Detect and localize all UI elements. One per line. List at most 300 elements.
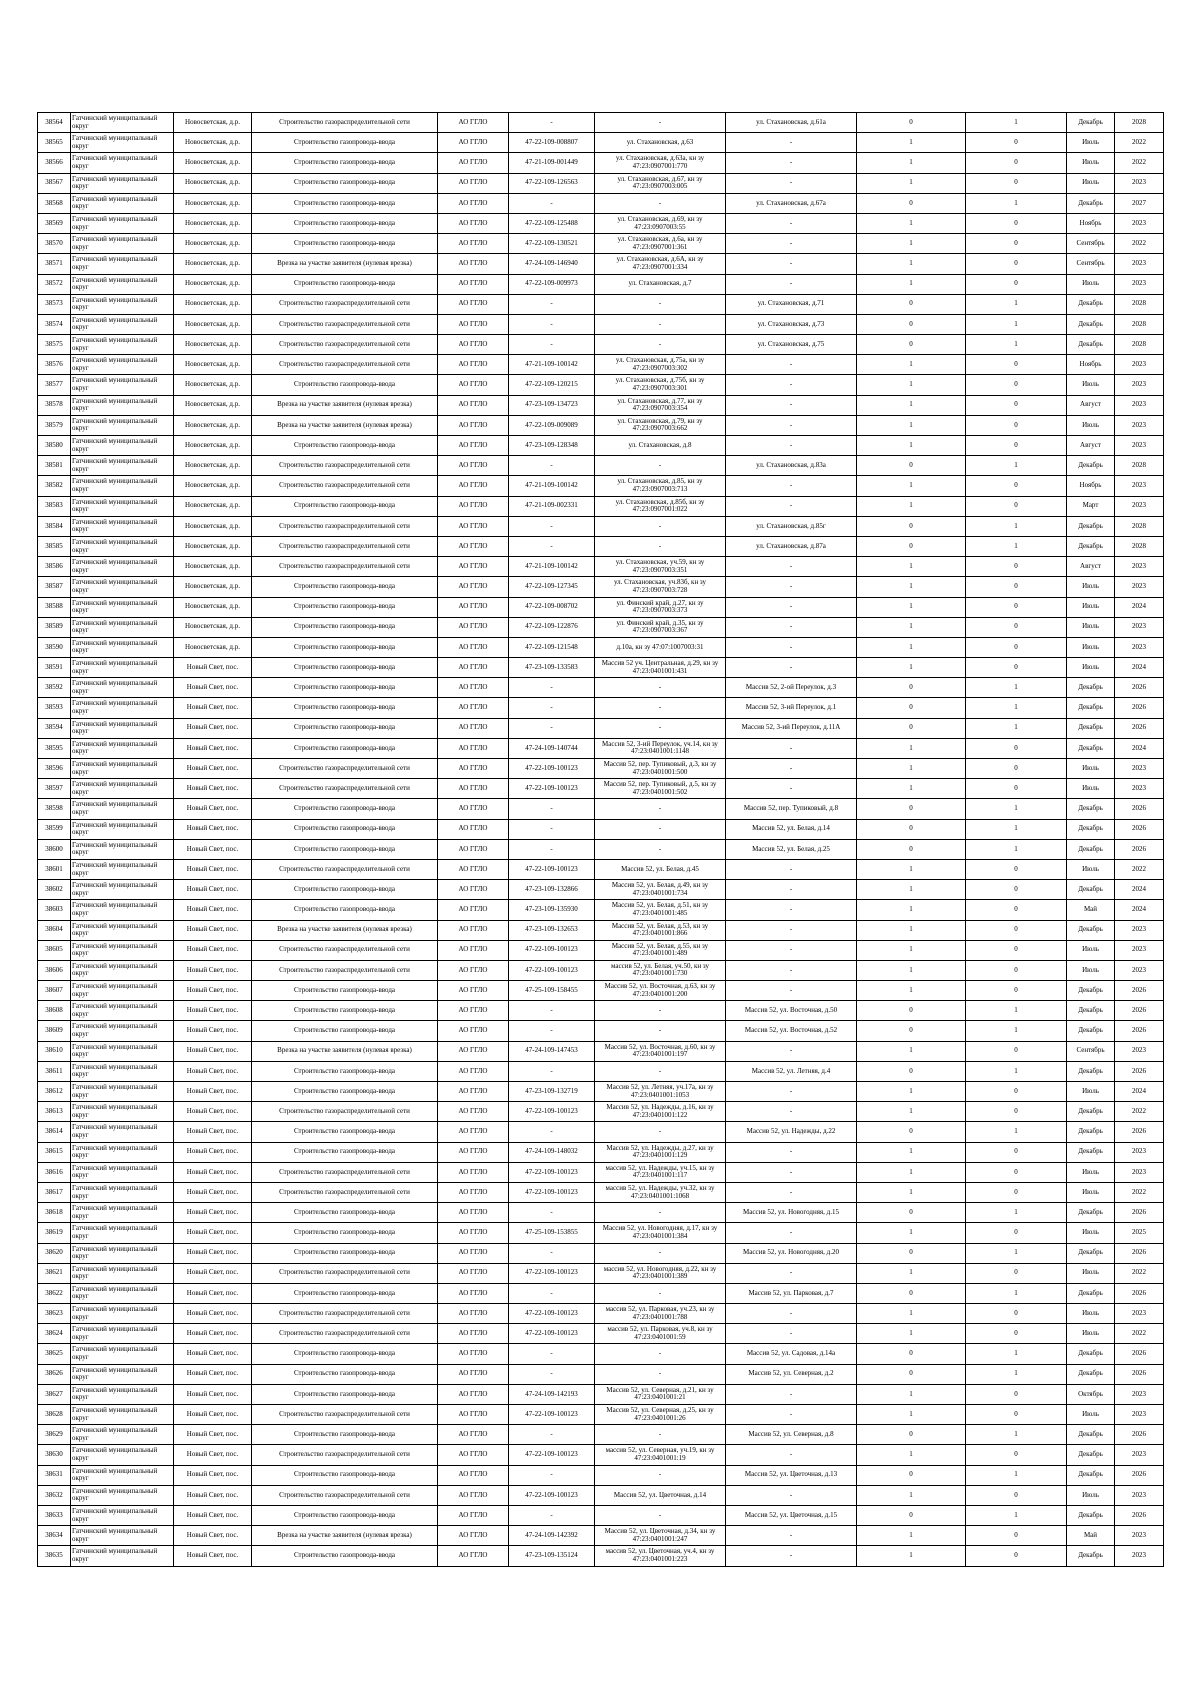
cell-district: Гатчинский муниципальный округ: [71, 1182, 174, 1202]
cell-address-contracted: -: [595, 1465, 726, 1485]
cell-district: Гатчинский муниципальный округ: [71, 1283, 174, 1303]
cell-count-contracted: 0: [857, 718, 966, 738]
cell-year: 2023: [1115, 355, 1164, 375]
cell-organization: АО ГГЛО: [438, 759, 509, 779]
cell-count-contracted: 0: [857, 113, 966, 133]
cell-contract-number: 47-24-109-147453: [509, 1041, 595, 1061]
cell-row-number: 38620: [38, 1243, 71, 1263]
cell-organization: АО ГГЛО: [438, 859, 509, 879]
cell-count-planned: 1: [966, 1344, 1067, 1364]
cell-count-planned: 1: [966, 314, 1067, 334]
cell-address-contracted: ул. Стахановская, д.85, кн зу 47:23:0907003:713: [595, 476, 726, 496]
cell-month: Декабрь: [1067, 738, 1115, 758]
cell-year: 2023: [1115, 577, 1164, 597]
cell-organization: АО ГГЛО: [438, 819, 509, 839]
cell-organization: АО ГГЛО: [438, 173, 509, 193]
cell-year: 2026: [1115, 1061, 1164, 1081]
cell-count-contracted: 1: [857, 436, 966, 456]
cell-work-type: Строительство газораспределительной сети: [252, 940, 438, 960]
table-row: [38, 1041, 1164, 1061]
cell-contract-number: 47-22-109-125488: [509, 213, 595, 233]
cell-count-contracted: 0: [857, 1001, 966, 1021]
cell-work-type: Строительство газораспределительной сети: [252, 1182, 438, 1202]
cell-organization: АО ГГЛО: [438, 597, 509, 617]
cell-year: 2026: [1115, 1021, 1164, 1041]
cell-count-contracted: 1: [857, 981, 966, 1001]
table-row: [38, 759, 1164, 779]
cell-contract-number: -: [509, 1364, 595, 1384]
cell-month: Декабрь: [1067, 1142, 1115, 1162]
cell-settlement: Новый Свет, пос.: [174, 1041, 252, 1061]
cell-district: Гатчинский муниципальный округ: [71, 738, 174, 758]
cell-count-contracted: 1: [857, 254, 966, 274]
cell-settlement: Новый Свет, пос.: [174, 1283, 252, 1303]
cell-address-planned: ул. Стахановская, д.85г: [726, 516, 857, 536]
cell-year: 2028: [1115, 294, 1164, 314]
cell-year: 2022: [1115, 153, 1164, 173]
cell-address-contracted: Массив 52, пер. Тупиковый, д.3, кн зу 47:23:0401001:500: [595, 759, 726, 779]
cell-month: Декабрь: [1067, 678, 1115, 698]
cell-work-type: Строительство газопровода-ввода: [252, 718, 438, 738]
cell-district: Гатчинский муниципальный округ: [71, 577, 174, 597]
table-row: [38, 1162, 1164, 1182]
cell-organization: АО ГГЛО: [438, 193, 509, 213]
cell-count-contracted: 1: [857, 274, 966, 294]
table-row: [38, 1546, 1164, 1566]
cell-count-contracted: 0: [857, 1203, 966, 1223]
cell-row-number: 38632: [38, 1485, 71, 1505]
cell-row-number: 38574: [38, 314, 71, 334]
cell-year: 2023: [1115, 436, 1164, 456]
cell-month: Июль: [1067, 1485, 1115, 1505]
cell-month: Декабрь: [1067, 819, 1115, 839]
cell-address-contracted: Массив 52, ул. Белая, д.49, кн зу 47:23:0401001:734: [595, 880, 726, 900]
cell-count-contracted: 0: [857, 698, 966, 718]
cell-settlement: Новый Свет, пос.: [174, 1304, 252, 1324]
cell-count-contracted: 1: [857, 234, 966, 254]
cell-row-number: 38582: [38, 476, 71, 496]
cell-count-planned: 0: [966, 173, 1067, 193]
cell-count-contracted: 0: [857, 536, 966, 556]
table-row: [38, 597, 1164, 617]
cell-work-type: Строительство газораспределительной сети: [252, 779, 438, 799]
cell-settlement: Новый Свет, пос.: [174, 960, 252, 980]
cell-row-number: 38626: [38, 1364, 71, 1384]
cell-work-type: Строительство газораспределительной сети: [252, 1102, 438, 1122]
cell-work-type: Строительство газораспределительной сети: [252, 759, 438, 779]
cell-address-contracted: Массив 52, ул. Северная, д.25, кн зу 47:23:0401001:26: [595, 1405, 726, 1425]
cell-row-number: 38617: [38, 1182, 71, 1202]
cell-count-planned: 1: [966, 1122, 1067, 1142]
cell-row-number: 38590: [38, 637, 71, 657]
cell-work-type: Строительство газопровода-ввода: [252, 698, 438, 718]
cell-count-contracted: 1: [857, 880, 966, 900]
cell-district: Гатчинский муниципальный округ: [71, 536, 174, 556]
cell-month: Декабрь: [1067, 981, 1115, 1001]
cell-count-contracted: 1: [857, 859, 966, 879]
cell-address-contracted: массив 52, ул. Надежды, уч.15, кн зу 47:23:0401001:117: [595, 1162, 726, 1182]
cell-month: Декабрь: [1067, 920, 1115, 940]
cell-settlement: Новосветская, д.р.: [174, 637, 252, 657]
table-row: [38, 1384, 1164, 1404]
cell-district: Гатчинский муниципальный округ: [71, 1243, 174, 1263]
cell-organization: АО ГГЛО: [438, 395, 509, 415]
cell-count-planned: 1: [966, 294, 1067, 314]
cell-month: Июль: [1067, 1182, 1115, 1202]
cell-address-contracted: ул. Стахановская, д.75а, кн зу 47:23:0907003:302: [595, 355, 726, 375]
cell-settlement: Новосветская, д.р.: [174, 234, 252, 254]
cell-settlement: Новый Свет, пос.: [174, 1021, 252, 1041]
cell-settlement: Новый Свет, пос.: [174, 1102, 252, 1122]
table-row: [38, 415, 1164, 435]
cell-district: Гатчинский муниципальный округ: [71, 1304, 174, 1324]
cell-month: Июль: [1067, 779, 1115, 799]
cell-address-planned: -: [726, 234, 857, 254]
cell-count-contracted: 0: [857, 335, 966, 355]
cell-month: Сентябрь: [1067, 234, 1115, 254]
cell-settlement: Новосветская, д.р.: [174, 577, 252, 597]
cell-month: Июль: [1067, 577, 1115, 597]
cell-address-planned: -: [726, 436, 857, 456]
cell-organization: АО ГГЛО: [438, 1142, 509, 1162]
cell-count-contracted: 0: [857, 314, 966, 334]
cell-settlement: Новый Свет, пос.: [174, 779, 252, 799]
cell-district: Гатчинский муниципальный округ: [71, 1142, 174, 1162]
cell-count-planned: 1: [966, 1465, 1067, 1485]
cell-work-type: Строительство газопровода-ввода: [252, 1082, 438, 1102]
table-row: [38, 476, 1164, 496]
cell-row-number: 38565: [38, 133, 71, 153]
cell-contract-number: 47-22-109-100123: [509, 1485, 595, 1505]
cell-row-number: 38629: [38, 1425, 71, 1445]
cell-count-planned: 1: [966, 819, 1067, 839]
cell-month: Декабрь: [1067, 1243, 1115, 1263]
cell-contract-number: 47-22-109-100123: [509, 859, 595, 879]
cell-address-contracted: -: [595, 799, 726, 819]
cell-month: Декабрь: [1067, 1344, 1115, 1364]
cell-count-planned: 1: [966, 678, 1067, 698]
cell-month: Декабрь: [1067, 193, 1115, 213]
cell-work-type: Строительство газопровода-ввода: [252, 496, 438, 516]
table-row: [38, 1223, 1164, 1243]
cell-work-type: Строительство газопровода-ввода: [252, 1142, 438, 1162]
table-row: [38, 981, 1164, 1001]
cell-organization: АО ГГЛО: [438, 254, 509, 274]
cell-organization: АО ГГЛО: [438, 355, 509, 375]
cell-address-planned: Массив 52, 2-ой Переулок, д.3: [726, 678, 857, 698]
cell-work-type: Строительство газопровода-ввода: [252, 577, 438, 597]
cell-district: Гатчинский муниципальный округ: [71, 415, 174, 435]
cell-month: Декабрь: [1067, 1001, 1115, 1021]
cell-work-type: Строительство газопровода-ввода: [252, 1203, 438, 1223]
cell-address-contracted: ул. Стахановская, д.67, кн зу 47:23:0907003:005: [595, 173, 726, 193]
cell-address-planned: ул. Стахановская, д.75: [726, 335, 857, 355]
cell-year: 2028: [1115, 516, 1164, 536]
cell-address-contracted: массив 52, ул. Северная, уч.19, кн зу 47:23:0401001:19: [595, 1445, 726, 1465]
cell-count-contracted: 1: [857, 557, 966, 577]
cell-settlement: Новосветская, д.р.: [174, 375, 252, 395]
cell-count-contracted: 0: [857, 1505, 966, 1525]
cell-year: 2023: [1115, 637, 1164, 657]
cell-settlement: Новосветская, д.р.: [174, 536, 252, 556]
cell-address-planned: -: [726, 859, 857, 879]
cell-count-planned: 1: [966, 1283, 1067, 1303]
cell-month: Сентябрь: [1067, 254, 1115, 274]
cell-settlement: Новосветская, д.р.: [174, 153, 252, 173]
cell-organization: АО ГГЛО: [438, 1445, 509, 1465]
cell-district: Гатчинский муниципальный округ: [71, 1324, 174, 1344]
cell-month: Декабрь: [1067, 1283, 1115, 1303]
cell-address-contracted: -: [595, 1505, 726, 1525]
cell-row-number: 38592: [38, 678, 71, 698]
table-row: [38, 819, 1164, 839]
cell-month: Декабрь: [1067, 516, 1115, 536]
cell-address-contracted: -: [595, 113, 726, 133]
cell-work-type: Строительство газопровода-ввода: [252, 375, 438, 395]
cell-row-number: 38595: [38, 738, 71, 758]
cell-row-number: 38633: [38, 1505, 71, 1525]
cell-district: Гатчинский муниципальный округ: [71, 153, 174, 173]
table-row: [38, 1425, 1164, 1445]
table-row: [38, 940, 1164, 960]
cell-row-number: 38567: [38, 173, 71, 193]
cell-district: Гатчинский муниципальный округ: [71, 476, 174, 496]
cell-address-contracted: ул. Стахановская, д.6а, кн зу 47:23:0907001:361: [595, 234, 726, 254]
cell-work-type: Строительство газопровода-ввода: [252, 617, 438, 637]
cell-settlement: Новый Свет, пос.: [174, 1465, 252, 1485]
cell-district: Гатчинский муниципальный округ: [71, 1526, 174, 1546]
cell-month: Декабрь: [1067, 880, 1115, 900]
cell-address-contracted: -: [595, 1001, 726, 1021]
cell-organization: АО ГГЛО: [438, 516, 509, 536]
cell-address-planned: -: [726, 920, 857, 940]
cell-organization: АО ГГЛО: [438, 1223, 509, 1243]
cell-month: Декабрь: [1067, 314, 1115, 334]
cell-count-contracted: 0: [857, 1364, 966, 1384]
cell-count-contracted: 1: [857, 1526, 966, 1546]
cell-address-contracted: -: [595, 456, 726, 476]
cell-address-planned: Массив 52, ул. Восточная, д.50: [726, 1001, 857, 1021]
cell-count-contracted: 0: [857, 1061, 966, 1081]
table-row: [38, 456, 1164, 476]
table-row: [38, 294, 1164, 314]
cell-month: Ноябрь: [1067, 355, 1115, 375]
cell-year: 2026: [1115, 1243, 1164, 1263]
cell-row-number: 38570: [38, 234, 71, 254]
cell-year: 2023: [1115, 1485, 1164, 1505]
cell-address-planned: ул. Стахановская, д.83а: [726, 456, 857, 476]
cell-count-planned: 0: [966, 496, 1067, 516]
cell-count-contracted: 1: [857, 617, 966, 637]
cell-count-planned: 0: [966, 1324, 1067, 1344]
table-row: [38, 254, 1164, 274]
cell-address-planned: -: [726, 880, 857, 900]
cell-address-planned: -: [726, 779, 857, 799]
cell-year: 2023: [1115, 920, 1164, 940]
table-row: [38, 637, 1164, 657]
cell-work-type: Врезка на участке заявителя (нулевая врезка): [252, 1041, 438, 1061]
cell-address-planned: Массив 52, ул. Цветочная, д.15: [726, 1505, 857, 1525]
cell-work-type: Строительство газопровода-ввода: [252, 880, 438, 900]
cell-month: Ноябрь: [1067, 476, 1115, 496]
cell-settlement: Новый Свет, пос.: [174, 738, 252, 758]
cell-settlement: Новосветская, д.р.: [174, 456, 252, 476]
cell-year: 2025: [1115, 1223, 1164, 1243]
cell-month: Июль: [1067, 133, 1115, 153]
cell-row-number: 38596: [38, 759, 71, 779]
cell-settlement: Новый Свет, пос.: [174, 1425, 252, 1445]
cell-count-planned: 0: [966, 1526, 1067, 1546]
cell-count-contracted: 1: [857, 1142, 966, 1162]
cell-contract-number: -: [509, 819, 595, 839]
cell-row-number: 38584: [38, 516, 71, 536]
cell-month: Август: [1067, 436, 1115, 456]
cell-row-number: 38634: [38, 1526, 71, 1546]
cell-month: Декабрь: [1067, 456, 1115, 476]
cell-year: 2023: [1115, 375, 1164, 395]
cell-address-contracted: ул. Стахановская, д.7: [595, 274, 726, 294]
cell-address-planned: -: [726, 1324, 857, 1344]
cell-address-contracted: массив 52, ул. Надежды, уч.32, кн зу 47:23:0401001:1068: [595, 1182, 726, 1202]
cell-contract-number: 47-22-109-126563: [509, 173, 595, 193]
cell-contract-number: 47-22-109-100123: [509, 960, 595, 980]
cell-work-type: Врезка на участке заявителя (нулевая врезка): [252, 1526, 438, 1546]
cell-organization: АО ГГЛО: [438, 274, 509, 294]
cell-settlement: Новый Свет, пос.: [174, 1485, 252, 1505]
cell-address-contracted: Массив 52, ул. Надежды, д.16, кн зу 47:23:0401001:122: [595, 1102, 726, 1122]
cell-work-type: Строительство газопровода-ввода: [252, 839, 438, 859]
cell-count-planned: 0: [966, 597, 1067, 617]
cell-count-contracted: 1: [857, 1485, 966, 1505]
cell-address-contracted: Массив 52, ул. Белая, д.51, кн зу 47:23:0401001:485: [595, 900, 726, 920]
table-row: [38, 395, 1164, 415]
cell-address-planned: Массив 52, ул. Парковая, д.7: [726, 1283, 857, 1303]
cell-row-number: 38564: [38, 113, 71, 133]
cell-contract-number: 47-22-109-009973: [509, 274, 595, 294]
cell-row-number: 38581: [38, 456, 71, 476]
cell-organization: АО ГГЛО: [438, 799, 509, 819]
cell-count-contracted: 1: [857, 960, 966, 980]
cell-address-planned: -: [726, 1546, 857, 1566]
cell-district: Гатчинский муниципальный округ: [71, 859, 174, 879]
cell-work-type: Строительство газораспределительной сети: [252, 1162, 438, 1182]
cell-organization: АО ГГЛО: [438, 1405, 509, 1425]
cell-count-contracted: 1: [857, 1263, 966, 1283]
cell-address-planned: ул. Стахановская, д.71: [726, 294, 857, 314]
cell-count-planned: 0: [966, 1546, 1067, 1566]
cell-address-contracted: массив 52, ул. Цветочная, уч.4, кн зу 47:23:0401001:223: [595, 1546, 726, 1566]
cell-address-contracted: Массив 52 уч. Центральная, д.29, кн зу 47:23:0401001:431: [595, 658, 726, 678]
cell-count-contracted: 1: [857, 1546, 966, 1566]
cell-organization: АО ГГЛО: [438, 1465, 509, 1485]
cell-settlement: Новый Свет, пос.: [174, 1223, 252, 1243]
cell-organization: АО ГГЛО: [438, 940, 509, 960]
cell-settlement: Новый Свет, пос.: [174, 1526, 252, 1546]
cell-work-type: Строительство газораспределительной сети: [252, 1263, 438, 1283]
cell-work-type: Строительство газораспределительной сети: [252, 516, 438, 536]
cell-organization: АО ГГЛО: [438, 738, 509, 758]
cell-month: Декабрь: [1067, 839, 1115, 859]
cell-row-number: 38606: [38, 960, 71, 980]
cell-address-planned: Массив 52, ул. Новогодняя, д.20: [726, 1243, 857, 1263]
cell-settlement: Новый Свет, пос.: [174, 880, 252, 900]
cell-address-planned: -: [726, 940, 857, 960]
cell-address-contracted: Массив 52, ул. Надежды, д.27, кн зу 47:23:0401001:129: [595, 1142, 726, 1162]
cell-work-type: Строительство газораспределительной сети: [252, 314, 438, 334]
cell-district: Гатчинский муниципальный округ: [71, 1344, 174, 1364]
table-body: [38, 113, 1164, 1567]
cell-year: 2027: [1115, 193, 1164, 213]
cell-address-planned: Массив 52, 3-ий Переулок, д.1: [726, 698, 857, 718]
cell-month: Июль: [1067, 415, 1115, 435]
cell-settlement: Новосветская, д.р.: [174, 415, 252, 435]
cell-district: Гатчинский муниципальный округ: [71, 395, 174, 415]
cell-organization: АО ГГЛО: [438, 1182, 509, 1202]
cell-count-planned: 0: [966, 1384, 1067, 1404]
cell-organization: АО ГГЛО: [438, 900, 509, 920]
cell-contract-number: 47-24-109-140744: [509, 738, 595, 758]
cell-settlement: Новосветская, д.р.: [174, 213, 252, 233]
table-row: [38, 880, 1164, 900]
cell-address-contracted: -: [595, 1122, 726, 1142]
cell-year: 2026: [1115, 981, 1164, 1001]
cell-row-number: 38591: [38, 658, 71, 678]
cell-month: Сентябрь: [1067, 1041, 1115, 1061]
cell-row-number: 38625: [38, 1344, 71, 1364]
cell-work-type: Врезка на участке заявителя (нулевая врезка): [252, 415, 438, 435]
cell-count-planned: 0: [966, 274, 1067, 294]
cell-year: 2026: [1115, 1505, 1164, 1525]
cell-row-number: 38587: [38, 577, 71, 597]
cell-count-contracted: 1: [857, 940, 966, 960]
cell-district: Гатчинский муниципальный округ: [71, 698, 174, 718]
cell-count-planned: 1: [966, 1061, 1067, 1081]
table-row: [38, 113, 1164, 133]
cell-count-contracted: 1: [857, 476, 966, 496]
cell-address-planned: Массив 52, ул. Садовая, д.14а: [726, 1344, 857, 1364]
cell-district: Гатчинский муниципальный округ: [71, 516, 174, 536]
cell-count-contracted: 1: [857, 1223, 966, 1243]
table-row: [38, 234, 1164, 254]
cell-address-planned: -: [726, 415, 857, 435]
cell-year: 2026: [1115, 1283, 1164, 1303]
table-row: [38, 1445, 1164, 1465]
cell-address-contracted: -: [595, 1203, 726, 1223]
cell-organization: АО ГГЛО: [438, 1283, 509, 1303]
cell-row-number: 38593: [38, 698, 71, 718]
cell-work-type: Строительство газопровода-ввода: [252, 1425, 438, 1445]
cell-month: Июль: [1067, 173, 1115, 193]
cell-address-planned: -: [726, 213, 857, 233]
cell-address-contracted: ул. Стахановская, уч.83б, кн зу 47:23:0907003:728: [595, 577, 726, 597]
cell-district: Гатчинский муниципальный округ: [71, 981, 174, 1001]
cell-count-contracted: 1: [857, 1405, 966, 1425]
cell-settlement: Новый Свет, пос.: [174, 1546, 252, 1566]
cell-contract-number: 47-24-109-148032: [509, 1142, 595, 1162]
cell-year: 2023: [1115, 960, 1164, 980]
cell-count-contracted: 1: [857, 1182, 966, 1202]
cell-row-number: 38598: [38, 799, 71, 819]
cell-settlement: Новосветская, д.р.: [174, 294, 252, 314]
cell-year: 2022: [1115, 133, 1164, 153]
cell-address-planned: ул. Стахановская, д.87а: [726, 536, 857, 556]
cell-organization: АО ГГЛО: [438, 1243, 509, 1263]
cell-count-planned: 1: [966, 1203, 1067, 1223]
cell-settlement: Новосветская, д.р.: [174, 496, 252, 516]
cell-address-planned: -: [726, 981, 857, 1001]
cell-organization: АО ГГЛО: [438, 1082, 509, 1102]
cell-address-planned: -: [726, 1223, 857, 1243]
